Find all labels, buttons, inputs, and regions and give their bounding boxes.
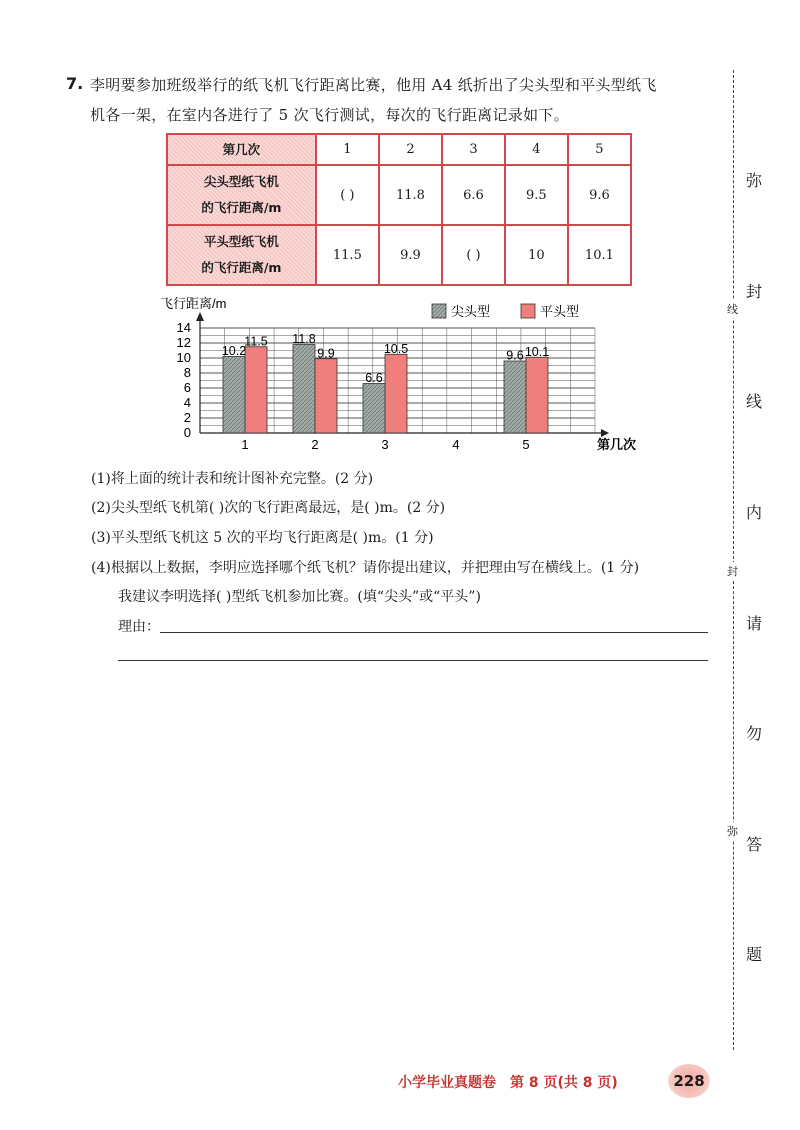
y-tick-label: 4 [183, 395, 191, 410]
subquestion-4: (4)根据以上数据，李明应选择哪个纸飞机？请你提出建议，并把理由写在横线上。(1 分) [91, 560, 640, 576]
footer-text: 小学毕业真题卷 第 8 页(共 8 页) [398, 1075, 618, 1091]
subquestion-1: (1)将上面的统计表和统计图补充完整。(2 分) [91, 471, 374, 487]
distance-table [166, 133, 632, 286]
margin-char: 勿 [746, 724, 763, 743]
bar [315, 359, 337, 433]
table-cell: 9.5 [505, 165, 568, 225]
table-row [167, 225, 631, 285]
suggestion-line: 我建议李明选择( )型纸飞机参加比赛。(填“尖头”或“平头”) [118, 589, 481, 605]
legend-swatch [432, 304, 446, 318]
margin-char: 封 [746, 282, 763, 301]
x-axis-label: 第几次 [597, 437, 637, 452]
y-tick-label: 14 [176, 320, 191, 335]
data-label: 11.5 [244, 334, 268, 349]
x-tick-label: 5 [522, 437, 530, 452]
data-label: 9.9 [317, 346, 335, 361]
table-cell[interactable]: ( ) [316, 165, 379, 225]
bar [385, 354, 407, 433]
data-label: 10.2 [221, 344, 247, 358]
table-header-cell: 1 [316, 134, 379, 165]
row-label-line: 的飞行距离/m [201, 200, 282, 215]
table-header-cell: 5 [568, 134, 631, 165]
table-cell: 9.9 [379, 225, 442, 285]
row-label-flat [167, 225, 316, 285]
x-axis-arrow [601, 429, 609, 437]
margin-char: 题 [746, 945, 763, 964]
table-header-row [167, 134, 631, 165]
subquestion-2: (2)尖头型纸飞机第( )次的飞行距离最远，是( )m。(2 分) [91, 500, 446, 516]
table-cell: 11.5 [316, 225, 379, 285]
table-header-cell: 第几次 [167, 134, 316, 165]
table-cell: 9.6 [568, 165, 631, 225]
y-tick-label: 8 [183, 365, 191, 380]
bar [223, 357, 245, 434]
row-label-pointed [167, 165, 316, 225]
margin-char: 线 [746, 392, 763, 411]
seal-tag: 封 [727, 562, 738, 580]
x-tick-label: 1 [241, 437, 249, 452]
y-tick-label: 12 [176, 335, 191, 350]
y-tick-label: 0 [183, 425, 191, 440]
seal-tag: 线 [727, 300, 738, 318]
margin-char: 请 [746, 614, 763, 633]
margin-char: 答 [746, 835, 763, 854]
margin-char: 弥 [746, 171, 763, 190]
data-label: 10.1 [524, 344, 550, 359]
bar [504, 361, 526, 433]
bar-chart [160, 294, 640, 459]
row-label-line: 尖头型纸飞机 [203, 174, 279, 189]
answer-line[interactable] [160, 632, 708, 633]
seal-tag: 弥 [727, 822, 738, 840]
data-label: 11.8 [292, 332, 316, 346]
x-tick-label: 3 [381, 437, 389, 452]
reason-label: 理由： [118, 619, 160, 635]
question-text-line-1: 李明要参加班级举行的纸飞机飞行距离比赛，他用 A4 纸折出了尖头型和平头型纸飞 [90, 76, 657, 94]
legend-label: 平头型 [540, 304, 580, 319]
y-tick-label: 6 [183, 380, 191, 395]
bar [363, 384, 385, 434]
data-label: 9.6 [506, 348, 524, 363]
row-label-line: 的飞行距离/m [201, 260, 282, 275]
table-cell[interactable]: ( ) [442, 225, 505, 285]
y-tick-label: 2 [183, 410, 191, 425]
row-label-line: 平头型纸飞机 [203, 234, 279, 249]
table-header-cell: 4 [505, 134, 568, 165]
question-number: 7. [66, 74, 84, 93]
bar [526, 357, 548, 433]
data-label: 6.6 [365, 371, 383, 385]
legend-label: 尖头型 [451, 304, 491, 319]
bar [245, 347, 267, 433]
table-cell: 10 [505, 225, 568, 285]
bar [293, 345, 315, 434]
seal-line [733, 70, 734, 1050]
table-header-cell: 3 [442, 134, 505, 165]
legend-swatch [521, 304, 535, 318]
data-label: 10.5 [383, 341, 409, 356]
question-text-line-2: 机各一架，在室内各进行了 5 次飞行测试，每次的飞行距离记录如下。 [90, 106, 569, 124]
y-tick-label: 10 [176, 350, 191, 365]
answer-line[interactable] [118, 660, 708, 661]
x-tick-label: 4 [452, 437, 460, 452]
page-number: 228 [668, 1064, 710, 1098]
subquestion-3: (3)平头型纸飞机这 5 次的平均飞行距离是( )m。(1 分) [91, 530, 434, 546]
table-cell: 10.1 [568, 225, 631, 285]
table-cell: 11.8 [379, 165, 442, 225]
margin-char: 内 [746, 503, 763, 522]
table-row [167, 165, 631, 225]
y-axis-arrow [196, 312, 204, 321]
x-tick-label: 2 [311, 437, 319, 452]
y-axis-label: 飞行距离/m [160, 296, 227, 311]
table-header-cell: 2 [379, 134, 442, 165]
table-cell: 6.6 [442, 165, 505, 225]
